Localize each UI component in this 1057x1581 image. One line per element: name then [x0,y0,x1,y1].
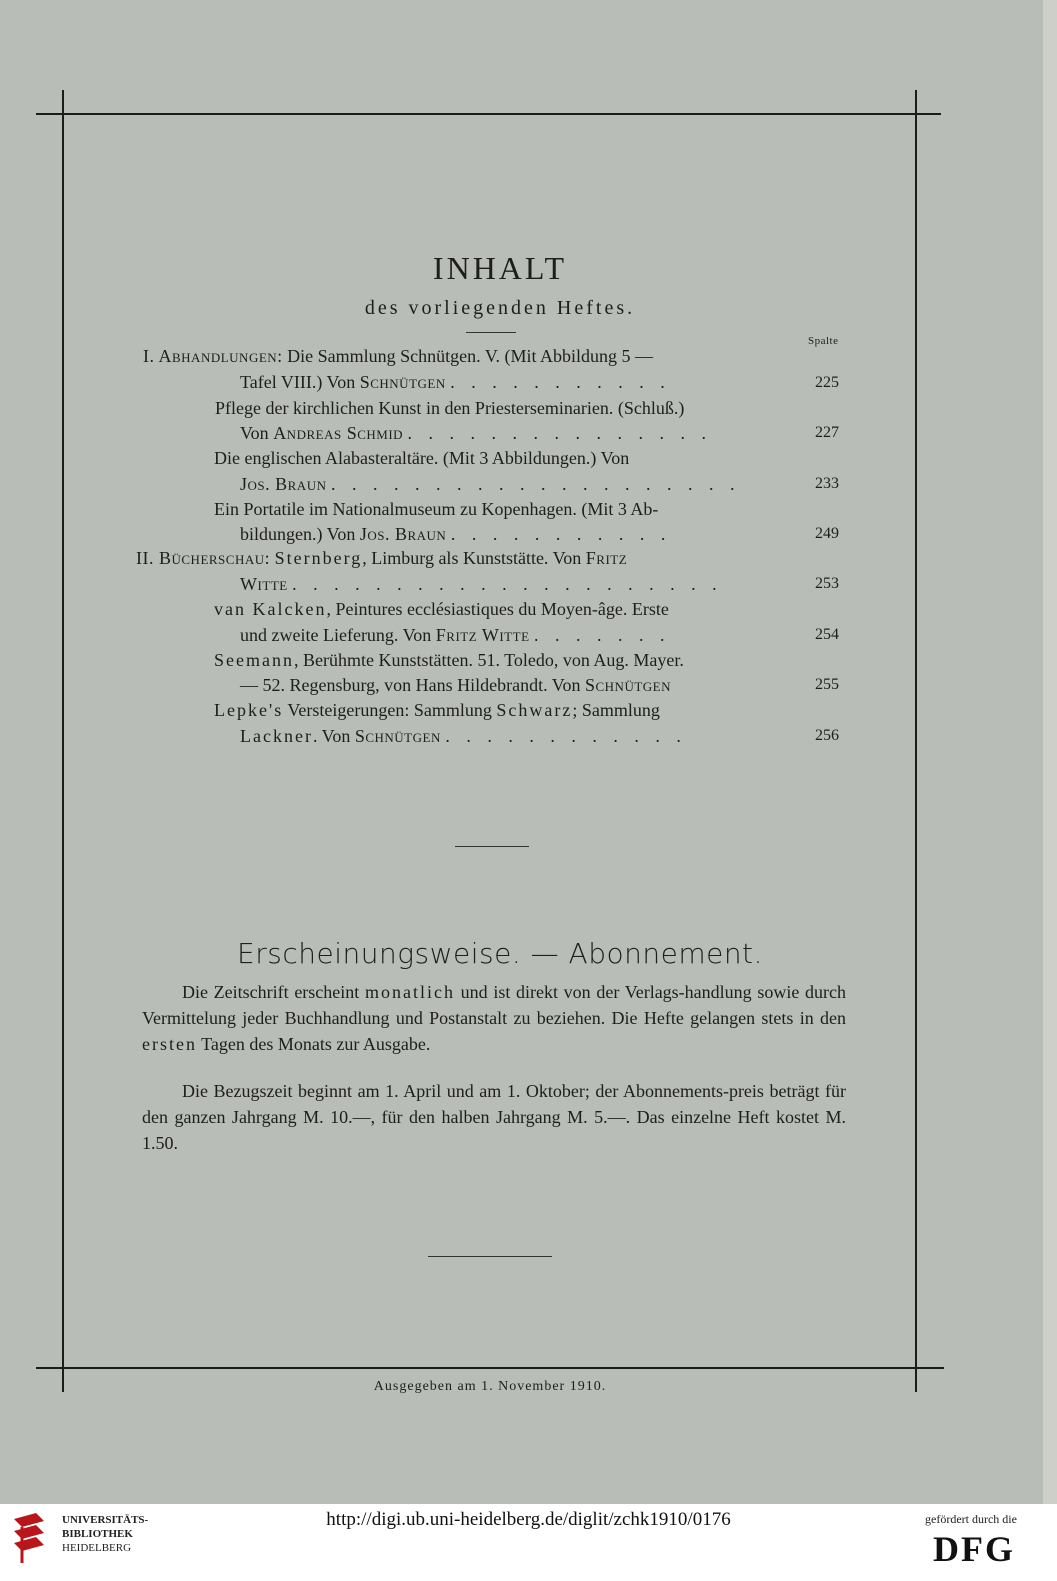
entry-title: , Limburg als Kunststätte. Von [362,548,582,568]
page-number: 225 [815,374,839,391]
entry-author: Jos. Braun [359,524,447,544]
entry-title: Die englischen Alabasteraltäre. (Mit 3 Abbildungen.) Von [214,448,630,468]
entry-title-cont: Von [240,423,269,443]
library-name-line: HEIDELBERG [62,1542,132,1554]
entry-author: Fritz Witte [435,625,530,645]
page-title: INHALT [432,250,568,286]
entry-author: Fritz [585,548,628,568]
column-label: Spalte [808,335,839,347]
entry-title-cont: und zweite Lieferung. Von [240,625,432,645]
page-number: 255 [815,676,839,693]
toc-line [143,344,653,368]
entry-author: Schnütgen [584,675,671,695]
entry-title: , Peintures ecclésiastiques du Moyen-âge. Erste [326,599,669,619]
page-subtitle: des vorliegenden Heftes. [364,297,636,319]
page-number: 233 [815,475,839,492]
entry-title: , Berühmte Kunststätten. 51. Toledo, von Aug. Mayer. [293,650,684,670]
para-text: Tagen des Monats zur Ausgabe. [201,1034,431,1054]
section-divider [455,846,529,847]
funded-by-label: gefördert durch die [925,1512,1017,1526]
para-text: Die Bezugszeit beginnt am 1. April und am 1. Oktober; der Abonnements-preis beträgt für den ganzen Jahrgang M. 10.—, für den halben Jahrgang M. 5.—. Das einzelne Heft kostet M. 1.50. [142,1081,846,1153]
toc-line [136,546,627,570]
entry-author-spaced: van Kalcken [214,599,327,619]
library-name-line: UNIVERSITÄTS- [62,1514,149,1526]
subscription-paragraph-2 [142,1078,846,1156]
page-edge [1043,0,1057,1504]
para-emphasis: monatlich [364,982,455,1002]
leader-dots: . . . . . . . . . . . . . . . [407,423,713,443]
entry-title: Pflege der kirchlichen Kunst in den Priesterseminarien. (Schluß.) [215,398,685,418]
entry-author: Schnütgen [359,372,446,392]
entry-author: Andreas Schmid [273,423,404,443]
entry-title: ; Sammlung [572,700,660,720]
section-label: II. Bücherschau: [136,548,271,568]
dfg-logo: DFG [933,1529,1015,1569]
entry-author-spaced: Lepke's [214,700,284,720]
toc-line [240,724,687,748]
entry-title-cont: Tafel VIII.) Von [240,372,356,392]
leader-dots: . . . . . . . . . . . [450,524,672,544]
leader-dots: . . . . . . . [534,625,671,645]
toc-line [240,472,740,496]
entry-author-spaced: Lackner [240,726,313,746]
leader-dots: . . . . . . . . . . . [450,372,671,392]
page-number: 249 [815,525,839,542]
page-number: 253 [815,575,839,592]
toc-line [240,370,671,394]
entry-title-cont: bildungen.) Von [240,524,356,544]
toc-line [214,597,669,621]
source-url-link[interactable]: http://digi.ub.uni-heidelberg.de/diglit/zchk1910/0176 [326,1509,731,1530]
frame-bottom-rule [36,1367,944,1369]
page-number: 227 [815,424,839,441]
frame-top-rule [36,113,941,115]
toc-line [240,673,671,697]
entry-author-spaced: Schwarz [496,700,573,720]
section-label: I. Abhandlungen: [143,346,283,366]
bottom-divider [428,1256,552,1257]
entry-title-cont: . Von [312,726,351,746]
toc-line [215,396,684,420]
leader-dots: . . . . . . . . . . . . . . . . . . . . [330,474,741,494]
para-text: Die Zeitschrift erscheint [182,982,360,1002]
title-divider [466,332,516,333]
toc-line [240,623,671,647]
issue-date: Ausgegeben am 1. November 1910. [373,1379,607,1394]
entry-author: Schnütgen [354,726,441,746]
para-text: und ist direkt von der Verlags-handlung sowie durch Vermittelung jeder Buchhandlung und Postanstalt zu beziehen. Die Hefte gelangen stets in den [142,982,847,1028]
entry-author: Witte [240,574,288,594]
toc-line [240,421,712,445]
page-number: 256 [815,727,839,744]
subscription-paragraph-1 [142,979,846,1057]
entry-author-spaced: Seemann [214,650,294,670]
toc-line [214,497,658,521]
entry-title: Versteigerungen: Sammlung [283,700,492,720]
leader-dots: . . . . . . . . . . . . . . . . . . . . . [292,574,723,594]
toc-line [214,698,660,722]
toc-line [240,572,723,596]
entry-author-spaced: Sternberg [274,548,363,568]
entry-title: Die Sammlung Schnütgen. V. (Mit Abbildung 5 — [287,346,654,366]
entry-title: Ein Portatile im Nationalmuseum zu Kopenhagen. (Mit 3 Ab- [214,499,659,519]
page-number: 254 [815,626,839,643]
toc-line [214,648,684,672]
subscription-heading: Erscheinungsweise. — Abonnement. [237,937,763,970]
para-emphasis: ersten [142,1034,197,1054]
toc-line [240,522,671,546]
leader-dots: . . . . . . . . . . . . [445,726,687,746]
library-name-line: BIBLIOTHEK [62,1528,133,1540]
toc-line [214,446,629,470]
entry-title-cont: — 52. Regensburg, von Hans Hildebrandt. Von [240,675,581,695]
entry-author: Jos. Braun [240,474,327,494]
